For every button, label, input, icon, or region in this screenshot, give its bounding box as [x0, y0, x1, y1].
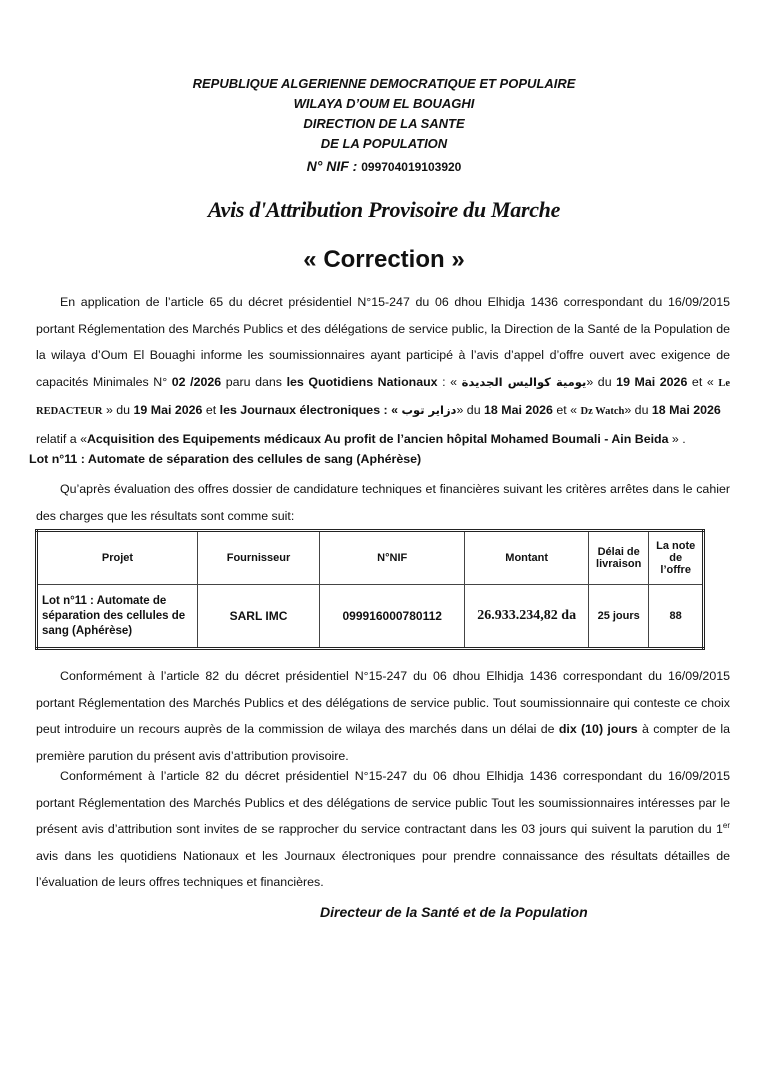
paragraph-evaluation: Qu’après évaluation des offres dossier de candidature techniques et financières suivant les critères arrêtes dans le cahier des charges que les résultats sont comme suit: — [36, 482, 730, 523]
acquisition-subject: Acquisition des Equipements médicaux Au profit de l’ancien hôpital Mohamed Boumali - Ain Beida — [86, 431, 669, 446]
header-direction: DIRECTION DE LA SANTE — [303, 116, 465, 131]
col-projet: Projet — [37, 531, 198, 585]
col-montant: Montant — [465, 531, 589, 585]
newspaper-dz-watch: Dz Watch — [580, 406, 625, 417]
header-population: DE LA POPULATION — [320, 136, 448, 151]
cell-delai: 25 jours — [588, 585, 648, 649]
results-table — [35, 529, 705, 650]
arabic-newspaper-2: دزاير توب — [401, 403, 457, 417]
table-header-row — [37, 531, 704, 585]
correction-subtitle: « Correction » — [303, 246, 465, 273]
arabic-newspaper-1: يومية كواليس الجديدة — [461, 374, 587, 389]
col-delai: Délai de livraison — [588, 531, 648, 585]
cell-fournisseur: SARL IMC — [197, 585, 319, 649]
header-nif — [0, 156, 768, 177]
col-nif: N°NIF — [320, 531, 465, 585]
lot-heading: Lot n°11 : Automate de séparation des cellules de sang (Aphérèse) — [29, 452, 422, 466]
col-fournisseur: Fournisseur — [197, 531, 319, 585]
table-row — [37, 585, 704, 649]
cell-projet: Lot n°11 : Automate de séparation des cellules de sang (Aphérèse) — [37, 585, 198, 649]
paragraph-application: En application de l’article 65 du décret présidentiel N°15-247 du 06 dhou Elhidja 1436 correspondant du 16/09/2015 portant Réglementation des Marchés Publics et des délégations de service public, la Direction de la Santé de la Population de la wilaya d’Oum El Bouaghi informe les soumissionnaires ayant participé à l’avis d’appel d’offre ouvert avec exigence de capacités Minimales N° 02 /2026 paru dans les Quotidiens Nationaux : « يومية كواليس الجديدة» du 19 Mai 2026 et « Le REDACTEUR » du 19 Mai 2026 et les Journaux électroniques : « دزاير توب» du 18 Mai 2026 et « Dz Watch» du 18 Mai 2026 relatif a «Acquisition des Equipements médicaux Au profit de l’ancien hôpital Mohamed Boumali - Ain Beida » . — [36, 295, 730, 446]
cell-nif: 099916000780112 — [320, 585, 465, 649]
nif-label: N° NIF : — [306, 158, 362, 174]
cell-note: 88 — [649, 585, 704, 649]
header-republic: REPUBLIQUE ALGERIENNE DEMOCRATIQUE ET POPULAIRE — [192, 76, 576, 91]
header-block — [0, 74, 768, 177]
header-wilaya: WILAYA D’OUM EL BOUAGHI — [293, 96, 475, 111]
cell-montant: 26.933.234,82 da — [465, 585, 589, 649]
signature-line: Directeur de la Santé et de la Population — [320, 904, 588, 920]
paragraph-recours: Conformément à l’article 82 du décret présidentiel N°15-247 du 06 dhou Elhidja 1436 correspondant du 16/09/2015 portant Réglementation des Marchés Publics et des délégations de service public. Tout soumissionnaire qui conteste ce choix peut introduire un recours auprès de la commission de wilaya des marchés dans un délai de dix (10) jours à compter de la première parution du présent avis d’attribution provisoire. — [36, 669, 730, 763]
newspaper-le-redacteur: Le REDACTEUR — [36, 377, 730, 417]
col-note: La note de l’offre — [649, 531, 704, 585]
nif-value: 099704019103920 — [361, 160, 462, 174]
delai-recours: dix (10) jours — [558, 722, 638, 736]
document-title: Avis d'Attribution Provisoire du Marche — [207, 197, 561, 222]
paragraph-resultats: Conformément à l’article 82 du décret présidentiel N°15-247 du 06 dhou Elhidja 1436 correspondant du 16/09/2015 portant Réglementation des Marchés Publics et des délégations de service public Tout les soumissionnaires intéresses par le présent avis d’attribution sont invites de se rapprocher du service contractant dans les 03 jours qui suivent la parution du 1er avis dans les quotidiens Nationaux et les Journaux électroniques pour prendre connaissance des résultats détailles de l’évaluation de leurs offres techniques et financières. — [36, 769, 730, 889]
